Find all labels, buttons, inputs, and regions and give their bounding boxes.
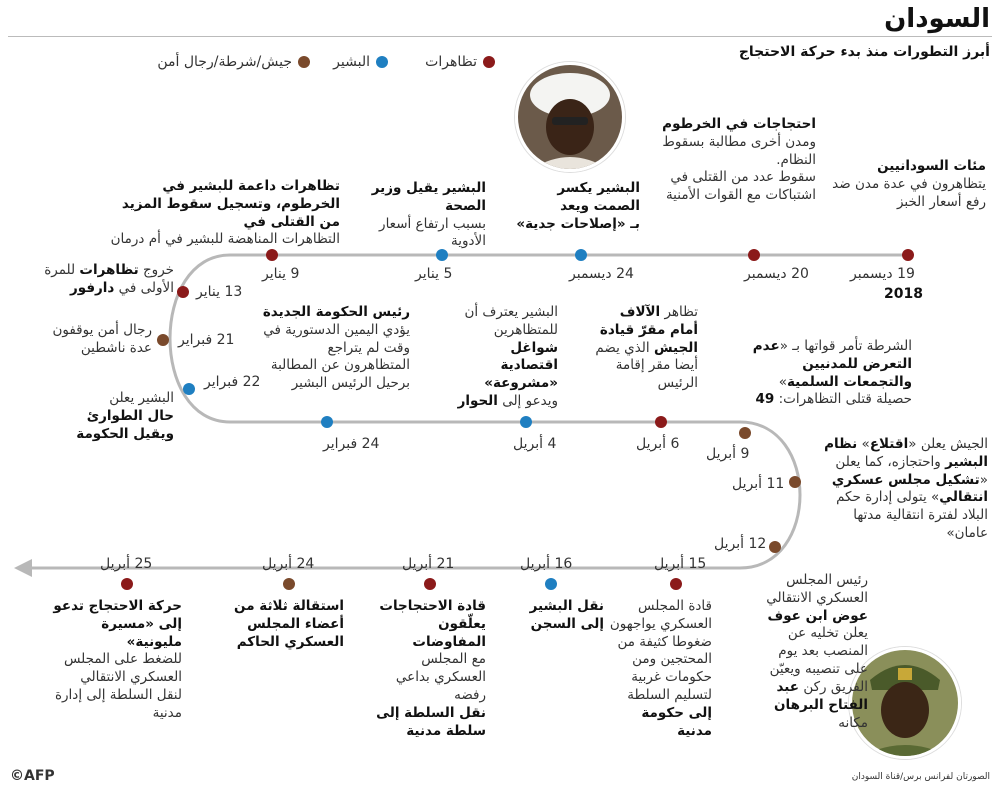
- date-6apr: 6 أبريل: [636, 436, 680, 452]
- event-24feb: رئيس الحكومة الجديدة يؤدي اليمين الدستورية في وقت لم يتراجع المتظاهرون عن المطالبة برحيل الرئيس البشير: [262, 304, 410, 392]
- legend-label: جيش/شرطة/رجال أمن: [157, 54, 292, 70]
- date-22feb: 22 فبراير: [204, 374, 261, 390]
- event-24apr: استقالة ثلاثة من أعضاء المجلس العسكري الحاكم: [234, 598, 344, 650]
- date-13jan: 13 يناير: [196, 284, 243, 300]
- marker-21apr: [424, 578, 436, 590]
- event-9jan: تظاهرات داعمة للبشير في الخرطوم، وتسجيل سقوط المزيد من القتلى في التظاهرات المناهضة للبشير في أم درمان: [110, 178, 340, 248]
- marker-15apr: [670, 578, 682, 590]
- date-15apr: 15 أبريل: [654, 556, 707, 572]
- event-9apr: الشرطة تأمر قواتها بـ «عدم التعرض للمدنيين والتجمعات السلمية» حصيلة قتلى التظاهرات: 49: [752, 338, 912, 408]
- event-5jan: البشير يقيل وزير الصحة بسبب ارتفاع أسعار الأدوية: [371, 180, 486, 250]
- marker-19dec: [902, 249, 914, 261]
- event-11apr: الجيش يعلن «اقتلاع» نظام البشير واحتجازه، كما يعلن «تشكيل مجلس عسكري انتقالي» يتولى إدارة حكم البلاد لفترة انتقالية مدتها عامان»: [824, 436, 988, 542]
- date-21apr: 21 أبريل: [402, 556, 455, 572]
- date-year-2018: 2018: [884, 286, 923, 302]
- date-9apr: 9 أبريل: [706, 446, 750, 462]
- marker-9jan: [266, 249, 278, 261]
- date-12apr: 12 أبريل: [714, 536, 767, 552]
- event-24dec: البشير يكسر الصمت ويعد بـ «إصلاحات جدية»: [516, 180, 640, 232]
- timeline-markers: [121, 249, 914, 590]
- event-15apr: قادة المجلس العسكري يواجهون ضغوطا كثيفة من المحتجين ومن حكومات غربية لتسليم السلطة إلى حكومة مدنية: [609, 598, 712, 739]
- marker-9apr: [739, 427, 751, 439]
- date-9jan: 9 يناير: [262, 266, 300, 282]
- legend-label: تظاهرات: [425, 54, 477, 70]
- page-title: السودان: [884, 4, 990, 34]
- marker-12apr: [769, 541, 781, 553]
- event-6apr: تظاهر الآلاف أمام مقرّ قيادة الجيش الذي يضم أيضا مقر إقامة الرئيس: [595, 304, 698, 392]
- event-19dec: مئات السودانيين يتظاهرون في عدة مدن ضد رفع أسعار الخبز: [832, 158, 986, 210]
- event-20dec: احتجاجات في الخرطوم ومدن أخرى مطالبة بسقوط النظام. سقوط عدد من القتلى في اشتباكات مع القوات الأمنية: [662, 116, 816, 204]
- marker-21feb: [157, 334, 169, 346]
- date-19dec: 19 ديسمبر: [850, 266, 915, 282]
- event-4apr: البشير يعترف أن للمتظاهرين شواغل اقتصادية «مشروعة» ويدعو إلى الحوار: [457, 304, 558, 410]
- event-12apr: رئيس المجلس العسكري الانتقالي عوض ابن عوف يعلن تخليه عن المنصب بعد يوم على تنصيبه ويعيّن الفريق ركن عبد الفتاح البرهان مكانه: [766, 572, 868, 731]
- marker-13jan: [177, 286, 189, 298]
- event-21apr: قادة الاحتجاجات يعلّقون المفاوضات مع المجلس العسكري بداعي رفضه نقل السلطة إلى سلطة مدنية: [376, 598, 486, 739]
- date-16apr: 16 أبريل: [520, 556, 573, 572]
- marker-24apr: [283, 578, 295, 590]
- event-21feb: رجال أمن يوقفون عدة ناشطين: [52, 322, 152, 356]
- date-25apr: 25 أبريل: [100, 556, 153, 572]
- photo-credit: الصورتان لفرانس برس/قناة السودان: [851, 772, 990, 782]
- afp-logo: ©AFP: [10, 768, 55, 784]
- arrowhead-icon: [14, 559, 32, 577]
- event-22feb: البشير يعلن حال الطوارئ ويقيل الحكومة: [76, 390, 174, 442]
- marker-20dec: [748, 249, 760, 261]
- date-24dec: 24 ديسمبر: [569, 266, 634, 282]
- date-4apr: 4 أبريل: [513, 436, 557, 452]
- event-13jan: خروج تظاهرات للمرة الأولى في دارفور: [44, 262, 174, 296]
- date-24feb: 24 فبراير: [323, 436, 380, 452]
- marker-24dec: [575, 249, 587, 261]
- page-subtitle: أبرز التطورات منذ بدء حركة الاحتجاج: [738, 44, 990, 60]
- date-24apr: 24 أبريل: [262, 556, 315, 572]
- marker-4apr: [520, 416, 532, 428]
- marker-6apr: [655, 416, 667, 428]
- marker-25apr: [121, 578, 133, 590]
- marker-22feb: [183, 383, 195, 395]
- event-16apr: نقل البشير إلى السجن: [529, 598, 604, 632]
- marker-24feb: [321, 416, 333, 428]
- legend-label: البشير: [333, 54, 370, 70]
- bashir-photo: [515, 62, 625, 172]
- date-5jan: 5 يناير: [415, 266, 453, 282]
- date-20dec: 20 ديسمبر: [744, 266, 809, 282]
- date-11apr: 11 أبريل: [732, 476, 785, 492]
- date-21feb: 21 فبراير: [178, 332, 235, 348]
- event-25apr: حركة الاحتجاج تدعو إلى «مسيرة مليونية» للضغط على المجلس العسكري الانتقالي لنقل السلطة إلى إدارة مدنية: [53, 598, 182, 721]
- marker-16apr: [545, 578, 557, 590]
- marker-11apr: [789, 476, 801, 488]
